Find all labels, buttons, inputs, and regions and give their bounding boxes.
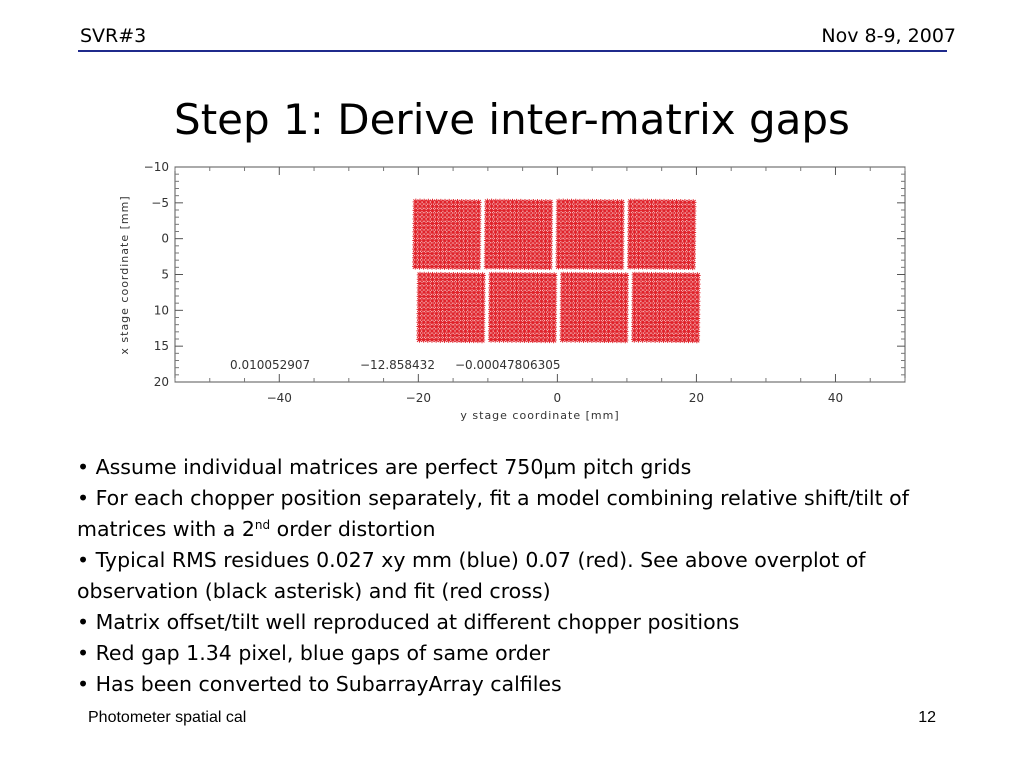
matrix-points <box>631 272 701 343</box>
matrix-grid-8 <box>631 272 701 343</box>
annotations <box>230 358 561 372</box>
y-tick-label: 0 <box>161 231 169 246</box>
matrix-points <box>412 199 482 270</box>
y-tick-label: −10 <box>143 160 169 174</box>
matrix-grid-7 <box>559 272 629 343</box>
y-tick-label: 15 <box>153 339 169 354</box>
matrix-grid-6 <box>488 272 558 343</box>
bullet-item: • Assume individual matrices are perfect 750µm pitch grids <box>77 455 692 479</box>
matrix-grid-4 <box>627 199 697 270</box>
fit-parameter-label: −0.00047806305 <box>455 358 561 372</box>
matrix-grid-3 <box>555 199 625 270</box>
slide-title: Step 1: Derive inter-matrix gaps <box>174 95 850 144</box>
y-tick-label: 10 <box>153 303 169 318</box>
header-date: Nov 8-9, 2007 <box>821 25 956 47</box>
x-tick-label: 40 <box>827 391 844 405</box>
bullet-item: • For each chopper position separately, fit a model combining relative shift/tilt of matrices with a 2nd order distortion <box>77 486 909 541</box>
matrix-grid-5 <box>416 272 486 343</box>
superscript-nd: nd <box>254 518 271 532</box>
x-tick-label: −20 <box>405 391 431 405</box>
x-tick-label: 0 <box>553 391 562 405</box>
y-tick-label: 20 <box>153 375 169 389</box>
x-axis-label: y stage coordinate [mm] <box>460 409 620 422</box>
bullet-item: • Has been converted to SubarrayArray calfiles <box>77 672 562 696</box>
matrix-points <box>416 272 486 343</box>
bullet-item: • Red gap 1.34 pixel, blue gaps of same order <box>77 641 550 665</box>
scatter-chart <box>100 155 920 430</box>
matrix-grid-2 <box>484 199 554 270</box>
x-tick-label: 20 <box>688 391 705 405</box>
matrix-points <box>488 272 558 343</box>
y-axis-label: x stage coordinate [mm] <box>118 195 131 355</box>
x-tick-label: −40 <box>266 391 292 405</box>
matrix-points <box>559 272 629 343</box>
fit-parameter-label: 0.010052907 <box>230 358 311 372</box>
footer-title: Photometer spatial cal <box>88 709 247 726</box>
y-tick-label: 5 <box>161 267 169 282</box>
bullet-item: • Matrix offset/tilt well reproduced at different chopper positions <box>77 610 740 634</box>
y-tick-label: −5 <box>151 195 169 210</box>
matrix-points <box>555 199 625 270</box>
bullet-list <box>77 452 957 700</box>
matrix-grid-1 <box>412 199 482 270</box>
matrix-points <box>627 199 697 270</box>
page-number: 12 <box>918 709 936 726</box>
matrix-points <box>484 199 554 270</box>
header-left-text: SVR#3 <box>80 25 147 47</box>
header-divider <box>78 50 947 52</box>
bullet-item: • Typical RMS residues 0.027 xy mm (blue) 0.07 (red). See above overplot of observation (black asterisk) and fit (red cross) <box>77 548 866 603</box>
fit-parameter-label: −12.858432 <box>360 358 435 372</box>
plot-frame <box>175 167 905 382</box>
